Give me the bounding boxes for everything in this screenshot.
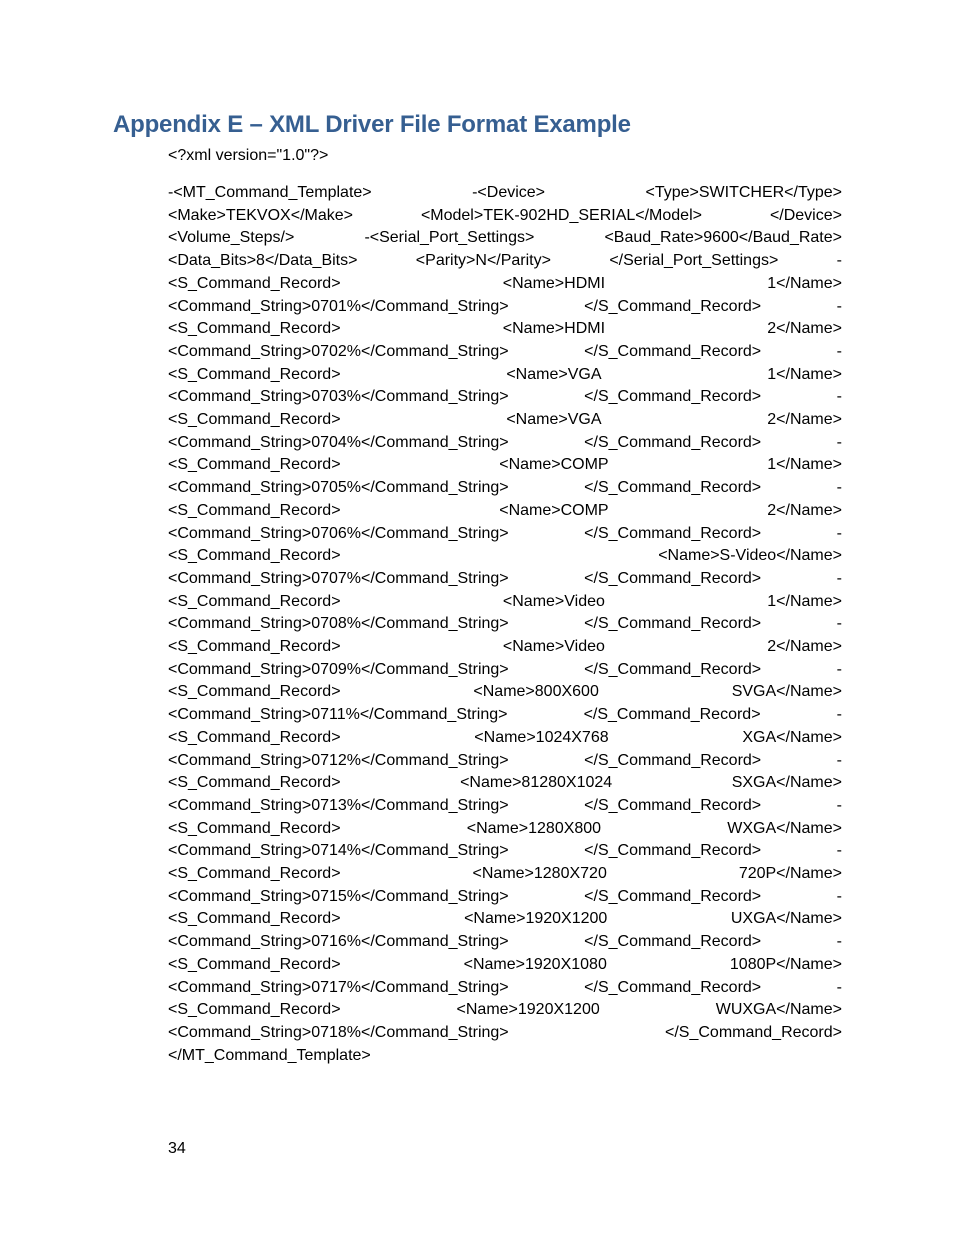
- xml-token: </S_Command_Record>: [584, 388, 762, 405]
- xml-line: [168, 227, 842, 249]
- xml-token: </Serial_Port_Settings>: [609, 252, 779, 269]
- xml-token: -: [836, 343, 842, 360]
- xml-token: <Command_String>0716%</Command_String>: [168, 933, 509, 950]
- xml-token: -: [836, 979, 842, 996]
- xml-token: <Name>1920X1080: [463, 956, 607, 973]
- xml-token: <Parity>N</Parity>: [415, 252, 551, 269]
- xml-token: </S_Command_Record>: [584, 615, 762, 632]
- xml-token: <Make>TEKVOX</Make>: [168, 207, 353, 224]
- xml-token: </S_Command_Record>: [584, 933, 762, 950]
- xml-token: 2</Name>: [767, 411, 842, 428]
- xml-token: <Name>1280X720: [472, 865, 607, 882]
- xml-line: [168, 273, 842, 295]
- xml-token: <Name>1280X800: [466, 820, 602, 837]
- xml-token: -: [836, 570, 842, 587]
- xml-token: <Name>HDMI: [502, 320, 606, 337]
- xml-token: </S_Command_Record>: [584, 298, 762, 315]
- xml-token: <S_Command_Record>: [168, 502, 341, 519]
- xml-token: 1</Name>: [767, 456, 842, 473]
- xml-token: -: [836, 661, 842, 678]
- xml-token: <Command_String>0705%</Command_String>: [168, 479, 509, 496]
- xml-token: <S_Command_Record>: [168, 411, 341, 428]
- xml-token: -<Device>: [472, 184, 546, 201]
- xml-token: 1</Name>: [767, 593, 842, 610]
- xml-line: [168, 568, 842, 590]
- xml-line: [168, 727, 842, 749]
- xml-token: <Command_String>0711%</Command_String>: [168, 706, 508, 723]
- xml-token: SVGA</Name>: [731, 683, 842, 700]
- xml-token: <Command_String>0717%</Command_String>: [168, 979, 509, 996]
- xml-token: <Name>VGA: [506, 366, 602, 383]
- xml-token: 1</Name>: [767, 366, 842, 383]
- xml-token: 2</Name>: [767, 320, 842, 337]
- xml-token: <Command_String>0712%</Command_String>: [168, 752, 509, 769]
- xml-token: </MT_Command_Template>: [168, 1047, 371, 1064]
- xml-token: -: [836, 388, 842, 405]
- xml-token: <Command_String>0706%</Command_String>: [168, 525, 509, 542]
- xml-token: -<MT_Command_Template>: [168, 184, 372, 201]
- xml-token: -: [836, 752, 842, 769]
- xml-line: [168, 931, 842, 953]
- xml-token: -: [836, 706, 842, 723]
- xml-token: <Name>1920X1200: [464, 910, 608, 927]
- xml-line: [168, 999, 842, 1021]
- xml-token: <Data_Bits>8</Data_Bits>: [168, 252, 358, 269]
- xml-line: [168, 613, 842, 635]
- xml-token: <Command_String>0708%</Command_String>: [168, 615, 509, 632]
- xml-token: <Type>SWITCHER</Type>: [645, 184, 842, 201]
- xml-line: [168, 704, 842, 726]
- xml-token: -: [836, 842, 842, 859]
- xml-token: <S_Command_Record>: [168, 729, 341, 746]
- xml-line: [168, 523, 842, 545]
- xml-token: <S_Command_Record>: [168, 275, 341, 292]
- xml-token: <Volume_Steps/>: [168, 229, 295, 246]
- xml-token: </S_Command_Record>: [584, 570, 762, 587]
- xml-token: <S_Command_Record>: [168, 683, 341, 700]
- xml-token: 720P</Name>: [738, 865, 842, 882]
- xml-token: -: [836, 434, 842, 451]
- page-number: 34: [168, 1140, 186, 1157]
- xml-token: </S_Command_Record>: [584, 434, 762, 451]
- xml-token: <S_Command_Record>: [168, 820, 341, 837]
- xml-token: <Command_String>0714%</Command_String>: [168, 842, 509, 859]
- appendix-heading: Appendix E – XML Driver File Format Example: [113, 111, 631, 138]
- xml-token: <S_Command_Record>: [168, 774, 341, 791]
- xml-token: <S_Command_Record>: [168, 366, 341, 383]
- xml-token: <Command_String>0702%</Command_String>: [168, 343, 509, 360]
- xml-token: <Name>VGA: [506, 411, 602, 428]
- xml-token: <S_Command_Record>: [168, 320, 341, 337]
- xml-token: -<Serial_Port_Settings>: [364, 229, 535, 246]
- xml-line: [168, 409, 842, 431]
- xml-token: -: [836, 888, 842, 905]
- xml-declaration: <?xml version="1.0"?>: [168, 147, 329, 164]
- xml-token: <Command_String>0713%</Command_String>: [168, 797, 509, 814]
- xml-token: <Command_String>0715%</Command_String>: [168, 888, 509, 905]
- xml-token: </S_Command_Record>: [665, 1024, 842, 1041]
- xml-token: <Command_String>0701%</Command_String>: [168, 298, 509, 315]
- xml-token: </Device>: [769, 207, 842, 224]
- xml-line: [168, 750, 842, 772]
- xml-token: -: [836, 797, 842, 814]
- xml-token: <Name>S-Video</Name>: [658, 547, 842, 564]
- xml-line: [168, 296, 842, 318]
- xml-token: <Name>Video: [502, 638, 605, 655]
- xml-token: </S_Command_Record>: [584, 979, 762, 996]
- xml-token: <Name>COMP: [499, 456, 609, 473]
- xml-line: [168, 772, 842, 794]
- xml-token: <S_Command_Record>: [168, 956, 341, 973]
- xml-token: </S_Command_Record>: [584, 479, 762, 496]
- xml-token: </S_Command_Record>: [584, 752, 762, 769]
- xml-line: [168, 1022, 842, 1044]
- xml-token: </S_Command_Record>: [584, 661, 762, 678]
- xml-token: </S_Command_Record>: [584, 842, 762, 859]
- xml-token: <S_Command_Record>: [168, 865, 341, 882]
- xml-line: [168, 659, 842, 681]
- xml-token: UXGA</Name>: [730, 910, 842, 927]
- xml-line: [168, 954, 842, 976]
- xml-token: <Name>1920X1200: [456, 1001, 600, 1018]
- xml-line: [168, 681, 842, 703]
- xml-line: [168, 477, 842, 499]
- xml-line: [168, 591, 842, 613]
- xml-line: [168, 364, 842, 386]
- xml-line: [168, 205, 842, 227]
- xml-token: <Name>COMP: [499, 502, 609, 519]
- xml-line: [168, 454, 842, 476]
- xml-token: <Name>800X600: [473, 683, 599, 700]
- xml-line: [168, 863, 842, 885]
- xml-token: 1080P</Name>: [729, 956, 842, 973]
- xml-token: <Name>Video: [502, 593, 605, 610]
- xml-line: [168, 500, 842, 522]
- xml-token: -: [836, 479, 842, 496]
- xml-line: [168, 432, 842, 454]
- xml-token: 1</Name>: [767, 275, 842, 292]
- xml-token: -: [836, 615, 842, 632]
- xml-token: -: [836, 252, 842, 269]
- xml-token: <Command_String>0703%</Command_String>: [168, 388, 509, 405]
- xml-token: </S_Command_Record>: [584, 888, 762, 905]
- xml-token: </S_Command_Record>: [584, 343, 762, 360]
- xml-line: [168, 545, 842, 567]
- xml-token: <Baud_Rate>9600</Baud_Rate>: [604, 229, 842, 246]
- xml-token: <Name>1024X768: [474, 729, 609, 746]
- xml-line: [168, 818, 842, 840]
- xml-line: [168, 318, 842, 340]
- xml-token: <Name>HDMI: [502, 275, 606, 292]
- xml-token: <Model>TEK-902HD_SERIAL</Model>: [420, 207, 702, 224]
- xml-token: -: [836, 298, 842, 315]
- xml-token: <S_Command_Record>: [168, 910, 341, 927]
- xml-token: <S_Command_Record>: [168, 547, 341, 564]
- xml-line: [168, 795, 842, 817]
- xml-line: [168, 386, 842, 408]
- xml-token: 2</Name>: [767, 638, 842, 655]
- xml-token: </S_Command_Record>: [584, 797, 762, 814]
- xml-token: <S_Command_Record>: [168, 1001, 341, 1018]
- xml-token: XGA</Name>: [742, 729, 842, 746]
- xml-token: 2</Name>: [767, 502, 842, 519]
- xml-line: [168, 908, 842, 930]
- xml-token: <Command_String>0718%</Command_String>: [168, 1024, 509, 1041]
- xml-line: [168, 886, 842, 908]
- xml-token: SXGA</Name>: [731, 774, 842, 791]
- xml-token: <Command_String>0707%</Command_String>: [168, 570, 509, 587]
- xml-token: -: [836, 933, 842, 950]
- xml-line: [168, 1045, 842, 1067]
- xml-line: [168, 182, 842, 204]
- xml-token: WXGA</Name>: [727, 820, 842, 837]
- xml-line: [168, 250, 842, 272]
- xml-token: -: [836, 525, 842, 542]
- xml-token: </S_Command_Record>: [584, 525, 762, 542]
- xml-token: <Command_String>0704%</Command_String>: [168, 434, 509, 451]
- xml-token: </S_Command_Record>: [583, 706, 761, 723]
- xml-token: <S_Command_Record>: [168, 456, 341, 473]
- xml-token: <S_Command_Record>: [168, 593, 341, 610]
- xml-line: [168, 341, 842, 363]
- xml-token: WUXGA</Name>: [715, 1001, 842, 1018]
- xml-line: [168, 977, 842, 999]
- xml-token: <Command_String>0709%</Command_String>: [168, 661, 509, 678]
- xml-line: [168, 636, 842, 658]
- xml-line: [168, 840, 842, 862]
- xml-token: <S_Command_Record>: [168, 638, 341, 655]
- xml-token: <Name>81280X1024: [460, 774, 613, 791]
